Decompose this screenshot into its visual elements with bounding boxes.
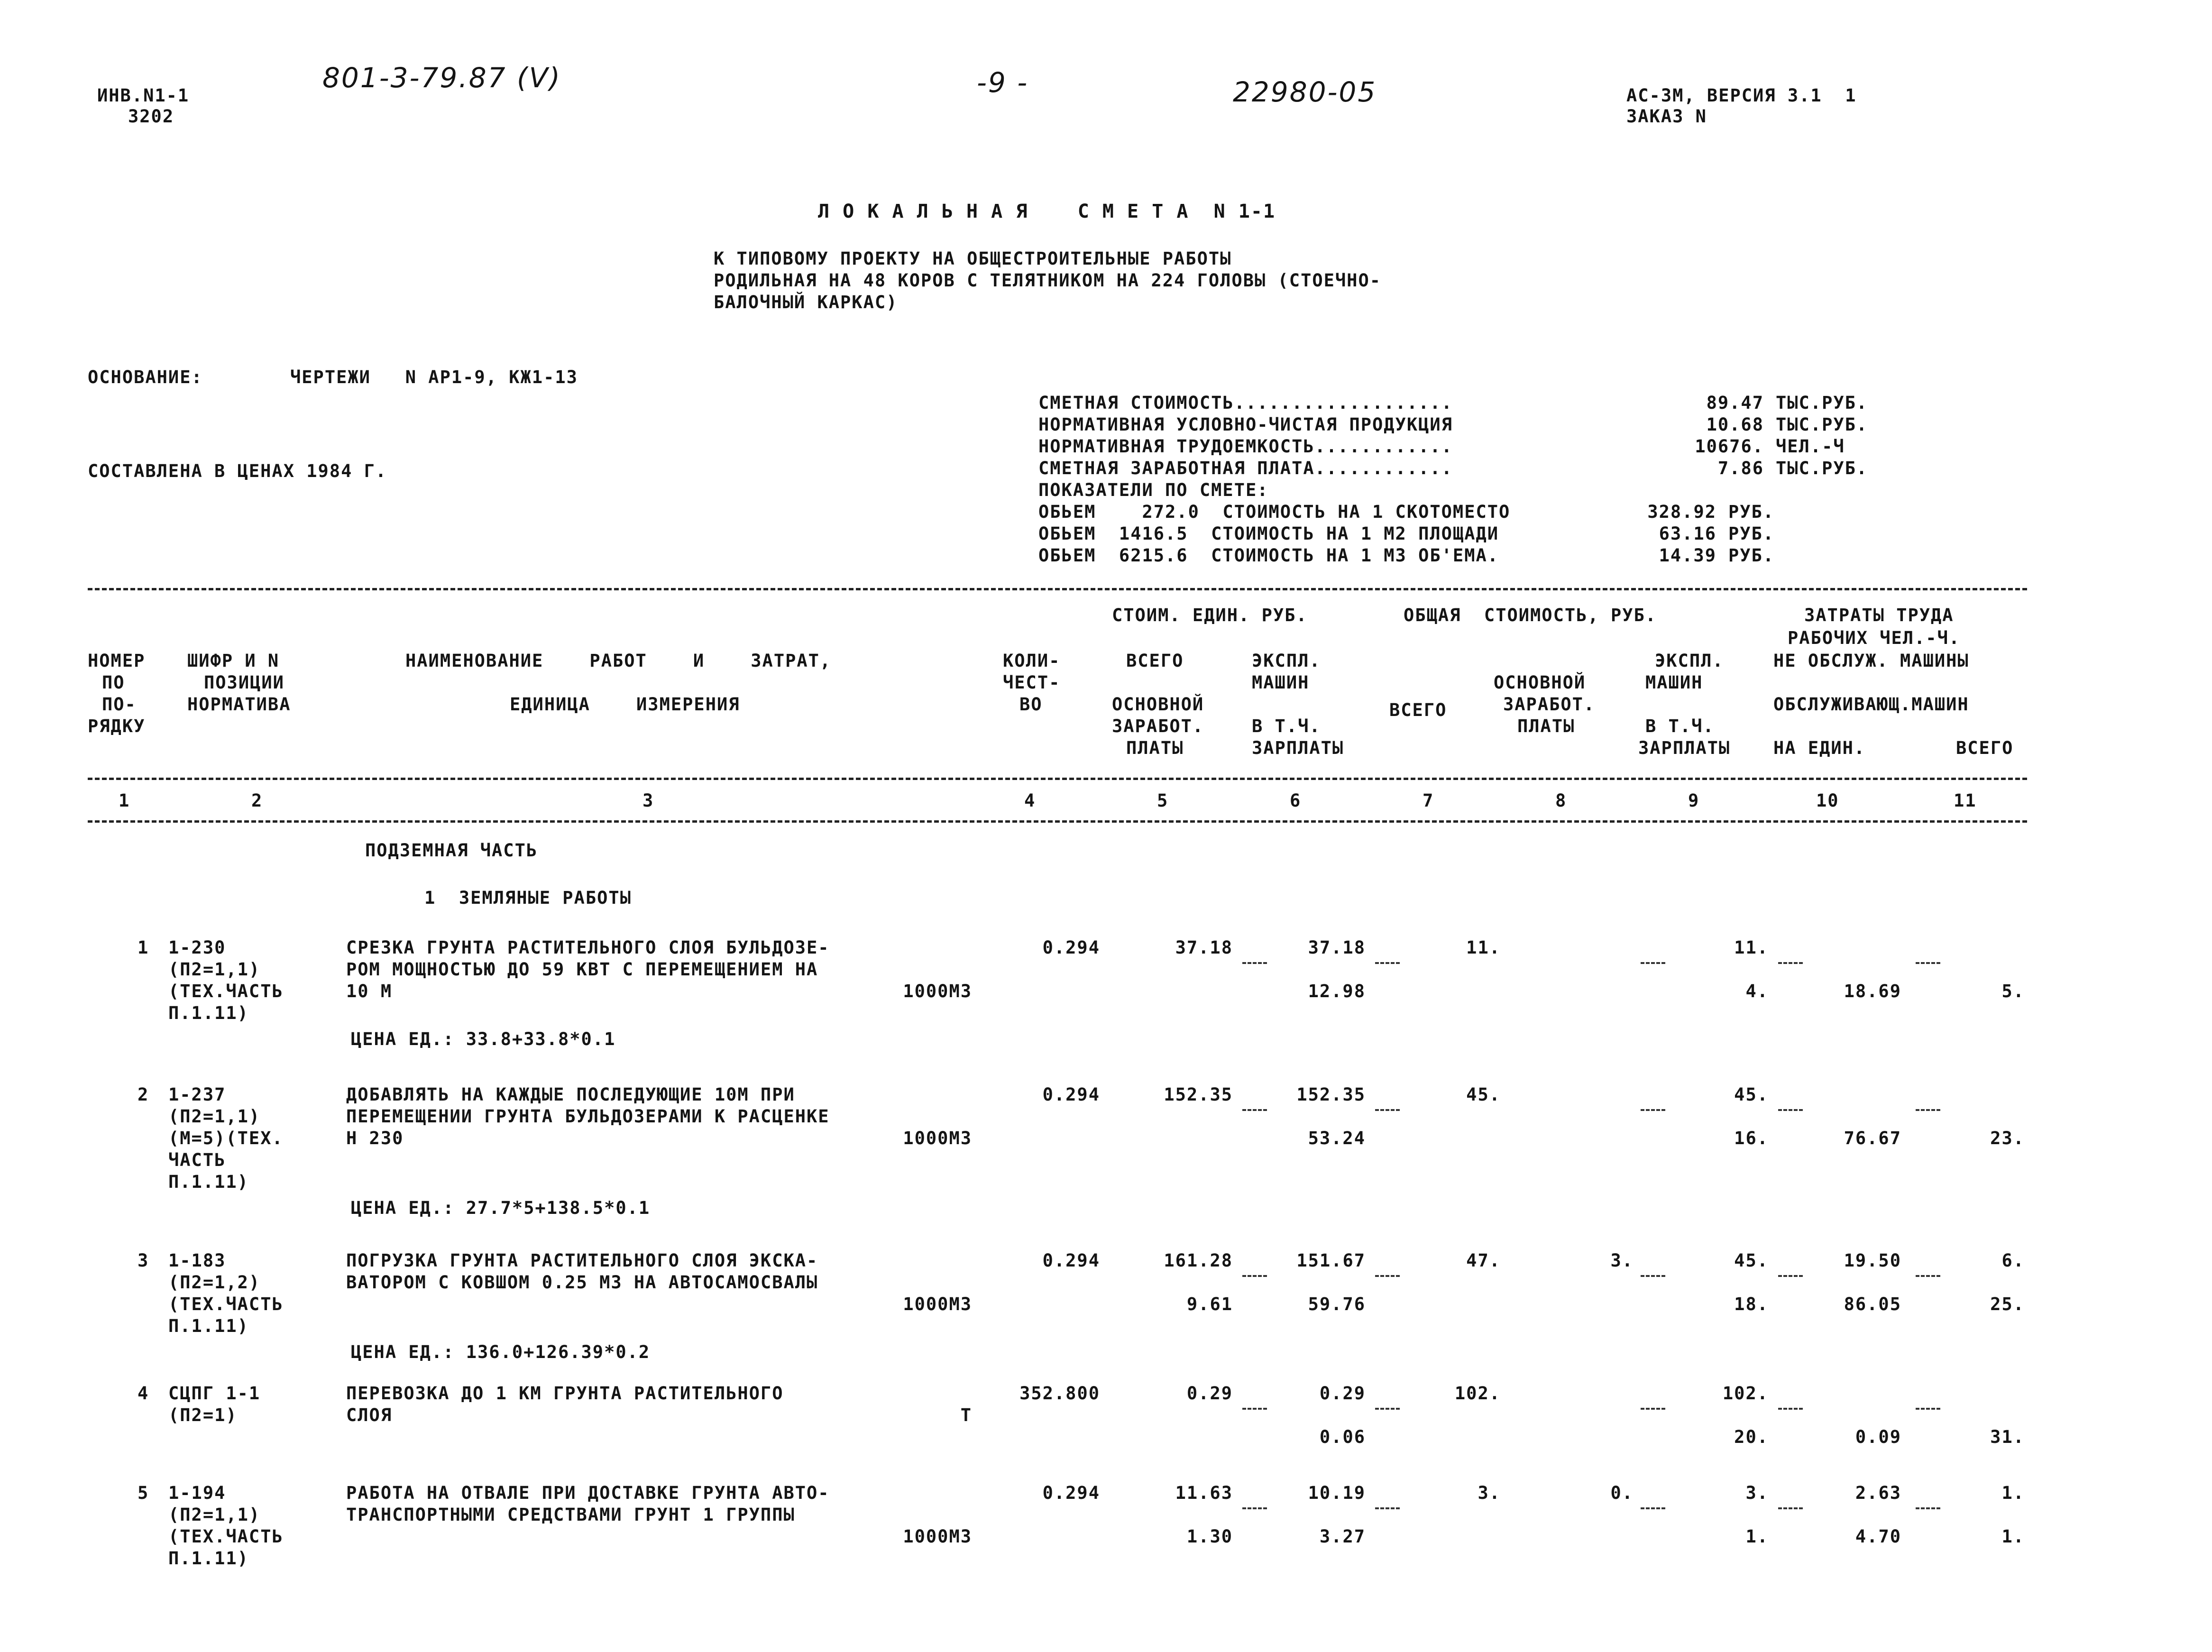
total-machine-wages: 20.	[1734, 1427, 1769, 1447]
col4-header: КОЛИ-	[1003, 651, 1061, 671]
col6-header: ЗАРПЛАТЫ	[1252, 738, 1344, 758]
unit-of-measure: 1000М3	[903, 1294, 972, 1314]
col9-header: ЭКСПЛ.	[1655, 651, 1724, 671]
total-cost: 47.	[1466, 1250, 1501, 1271]
cell-separator	[1641, 962, 1665, 964]
estimate-subtitle-3: БАЛОЧНЫЙ КАРКАС)	[714, 292, 898, 312]
labor-total: 6.	[2001, 1250, 2025, 1271]
column-number: 6	[1290, 790, 1302, 811]
norm-code: (М=5)(ТЕХ.	[168, 1128, 284, 1148]
row-number: 2	[138, 1084, 149, 1105]
indicator-label: ОБЬЕМ 272.0 СТОИМОСТЬ НА 1 СКОТОМЕСТО	[1038, 502, 1511, 522]
col8-header: ЗАРАБОТ.	[1503, 694, 1596, 715]
price-level: СОСТАВЛЕНА В ЦЕНАХ 1984 Г.	[88, 461, 387, 481]
unit-of-measure: 1000М3	[903, 1128, 972, 1148]
cell-separator	[1375, 1408, 1400, 1410]
total-machine-wages: 18.	[1734, 1294, 1769, 1314]
cell-separator	[1375, 962, 1400, 964]
labor-header-b: ОБСЛУЖИВАЮЩ.МАШИН	[1773, 694, 1969, 715]
summary-unit: ЧЕЛ.-Ч	[1776, 436, 1845, 457]
work-name: ПЕРЕВОЗКА ДО 1 КМ ГРУНТА РАСТИТЕЛЬНОГО	[346, 1383, 784, 1404]
cell-separator	[1778, 1275, 1803, 1277]
norm-code: 1-183	[168, 1250, 226, 1271]
col9-header: В Т.Ч.	[1645, 716, 1715, 736]
summary-value: 10676.	[1695, 436, 1764, 457]
col9-header: ЗАРПЛАТЫ	[1638, 738, 1731, 758]
column-number: 3	[642, 790, 654, 811]
estimate-subtitle-2: РОДИЛЬНАЯ НА 48 КОРОВ С ТЕЛЯТНИКОМ НА 224 ГОЛОВЫ (СТОЕЧНО-	[714, 270, 1382, 291]
total-cost-header: ОБЩАЯ СТОИМОСТЬ, РУБ.	[1404, 605, 1657, 625]
inventory-number: ИНВ.N1-1	[97, 85, 190, 106]
total-machines: 45.	[1734, 1250, 1769, 1271]
summary-unit: ТЫС.РУБ.	[1776, 458, 1868, 478]
cell-separator	[1641, 1507, 1665, 1509]
col1-header: ПО-	[102, 694, 137, 715]
cell-separator	[1242, 1408, 1267, 1410]
col10-header: НА ЕДИН.	[1773, 738, 1866, 758]
labor-per-unit: 19.50	[1844, 1250, 1901, 1271]
norm-code: (П2=1,1)	[168, 959, 261, 980]
cell-separator	[1641, 1408, 1665, 1410]
summary-value: 10.68	[1706, 414, 1764, 435]
summary-unit: ТЫС.РУБ.	[1776, 414, 1868, 435]
col2-header: ПОЗИЦИИ	[204, 672, 285, 693]
norm-code: (ТЕХ.ЧАСТЬ	[168, 1294, 284, 1314]
cell-separator	[1242, 962, 1267, 964]
unit-cost-total: 37.18	[1175, 937, 1233, 958]
labor-total-machine: 5.	[2001, 981, 2025, 1001]
unit-cost-machine-wages: 3.27	[1319, 1526, 1366, 1547]
labor-per-unit-machine: 4.70	[1855, 1526, 1901, 1547]
column-number: 9	[1688, 790, 1700, 811]
norm-code: 1-230	[168, 937, 226, 958]
cell-separator	[1778, 1408, 1803, 1410]
total-cost: 102.	[1454, 1383, 1501, 1404]
indicator-unit: РУБ.	[1728, 545, 1775, 566]
estimate-subtitle-1: К ТИПОВОМУ ПРОЕКТУ НА ОБЩЕСТРОИТЕЛЬНЫЕ РАБОТЫ	[714, 248, 1232, 269]
cell-separator	[1375, 1109, 1400, 1111]
column-number: 10	[1816, 790, 1839, 811]
norm-code: (П2=1)	[168, 1405, 238, 1425]
norm-code: П.1.11)	[168, 1003, 249, 1023]
total-wages: 0.	[1610, 1483, 1634, 1503]
unit-of-measure: 1000М3	[903, 981, 972, 1001]
quantity: 352.800	[1019, 1383, 1100, 1404]
summary-unit: ТЫС.РУБ.	[1776, 393, 1868, 413]
labor-per-unit-machine: 18.69	[1844, 981, 1901, 1001]
labor-total: 1.	[2001, 1483, 2025, 1503]
column-number: 4	[1024, 790, 1036, 811]
subsection-heading: 1 ЗЕМЛЯНЫЕ РАБОТЫ	[424, 888, 632, 908]
cell-separator	[1916, 1507, 1940, 1509]
col5-header: ОСНОВНОЙ	[1112, 694, 1204, 715]
norm-code: П.1.11)	[168, 1172, 249, 1192]
col1-header: РЯДКУ	[88, 716, 146, 736]
cell-separator	[1778, 1507, 1803, 1509]
program-version: АС-3М, ВЕРСИЯ 3.1 1	[1626, 85, 1857, 106]
indicators-title: ПОКАЗАТЕЛИ ПО СМЕТЕ:	[1038, 480, 1269, 500]
cell-separator	[1375, 1507, 1400, 1509]
summary-value: 89.47	[1706, 393, 1764, 413]
col1-header: НОМЕР	[88, 651, 146, 671]
unit-cost-total: 161.28	[1164, 1250, 1233, 1271]
norm-code: ЧАСТЬ	[168, 1150, 226, 1170]
labor-per-unit-machine: 86.05	[1844, 1294, 1901, 1314]
cell-separator	[1242, 1507, 1267, 1509]
order-number: ЗАКАЗ N	[1626, 106, 1707, 127]
col8-header: ОСНОВНОЙ	[1494, 672, 1586, 693]
project-code: 801-3-79.87 (V)	[322, 62, 561, 94]
inventory-code: 3202	[128, 106, 174, 127]
col3-header-unit: ЕДИНИЦА ИЗМЕРЕНИЯ	[510, 694, 740, 715]
row-number: 1	[138, 937, 149, 958]
unit-cost-machine-wages: 53.24	[1308, 1128, 1366, 1148]
col5-header: ВСЕГО	[1126, 651, 1184, 671]
work-name: 10 М	[346, 981, 393, 1001]
work-name: СРЕЗКА ГРУНТА РАСТИТЕЛЬНОГО СЛОЯ БУЛЬДОЗЕ-	[346, 937, 830, 958]
work-name: СЛОЯ	[346, 1405, 393, 1425]
total-machines: 102.	[1722, 1383, 1769, 1404]
work-name: ПОГРУЗКА ГРУНТА РАСТИТЕЛЬНОГО СЛОЯ ЭКСКА-	[346, 1250, 818, 1271]
col2-header: НОРМАТИВА	[187, 694, 291, 715]
unit-cost-machine-wages: 0.06	[1319, 1427, 1366, 1447]
indicator-value: 328.92	[1647, 502, 1716, 522]
quantity: 0.294	[1042, 1483, 1100, 1503]
unit-cost-machines: 10.19	[1308, 1483, 1366, 1503]
col6-header: В Т.Ч.	[1252, 716, 1321, 736]
numbers-rule	[88, 820, 2027, 823]
norm-code: П.1.11)	[168, 1548, 249, 1569]
total-machine-wages: 1.	[1745, 1526, 1769, 1547]
cell-separator	[1778, 1109, 1803, 1111]
norm-code: (ТЕХ.ЧАСТЬ	[168, 1526, 284, 1547]
summary-label: СМЕТНАЯ ЗАРАБОТНАЯ ПЛАТА............	[1038, 458, 1453, 478]
header-rule	[88, 778, 2027, 780]
estimate-title: Л О К А Л Ь Н А Я С М Е Т А N 1-1	[818, 201, 1276, 222]
col3-header: НАИМЕНОВАНИЕ РАБОТ И ЗАТРАТ,	[405, 651, 832, 671]
indicator-value: 63.16	[1659, 523, 1716, 544]
labor-per-unit: 2.63	[1855, 1483, 1901, 1503]
column-number: 5	[1157, 790, 1169, 811]
quantity: 0.294	[1042, 1084, 1100, 1105]
quantity: 0.294	[1042, 937, 1100, 958]
cell-separator	[1641, 1275, 1665, 1277]
unit-cost-header: СТОИМ. ЕДИН. РУБ.	[1112, 605, 1308, 625]
cell-separator	[1375, 1275, 1400, 1277]
col2-header: ШИФР И N	[187, 651, 280, 671]
unit-cost-wages: 9.61	[1186, 1294, 1233, 1314]
work-name: ТРАНСПОРТНЫМИ СРЕДСТВАМИ ГРУНТ 1 ГРУППЫ	[346, 1505, 795, 1525]
total-cost: 45.	[1466, 1084, 1501, 1105]
unit-of-measure: 1000М3	[903, 1526, 972, 1547]
column-number: 8	[1555, 790, 1567, 811]
column-number: 11	[1954, 790, 1977, 811]
unit-cost-wages: 1.30	[1186, 1526, 1233, 1547]
row-number: 5	[138, 1483, 149, 1503]
norm-code: (ТЕХ.ЧАСТЬ	[168, 981, 284, 1001]
summary-value: 7.86	[1717, 458, 1764, 478]
total-machines: 45.	[1734, 1084, 1769, 1105]
total-machines: 3.	[1745, 1483, 1769, 1503]
work-name: ПЕРЕМЕЩЕНИИ ГРУНТА БУЛЬДОЗЕРАМИ К РАСЦЕНКЕ	[346, 1106, 830, 1127]
col5-header: ПЛАТЫ	[1126, 738, 1184, 758]
labor-header-a: НЕ ОБСЛУЖ. МАШИНЫ	[1773, 651, 1969, 671]
unit-cost-total: 11.63	[1175, 1483, 1233, 1503]
table-top-rule	[88, 588, 2027, 590]
norm-code: (П2=1,1)	[168, 1505, 261, 1525]
unit-cost-machines: 152.35	[1296, 1084, 1366, 1105]
norm-code: 1-194	[168, 1483, 226, 1503]
unit-of-measure: Т	[960, 1405, 972, 1425]
basis-label: ОСНОВАНИЕ:	[88, 367, 203, 387]
col4-header: ВО	[1019, 694, 1043, 715]
unit-cost-total: 0.29	[1186, 1383, 1233, 1404]
labor-total-machine: 31.	[1990, 1427, 2025, 1447]
norm-code: СЦПГ 1-1	[168, 1383, 261, 1404]
column-number: 1	[119, 790, 130, 811]
col4-header: ЧЕСТ-	[1003, 672, 1061, 693]
unit-cost-machine-wages: 59.76	[1308, 1294, 1366, 1314]
row-number: 4	[138, 1383, 149, 1404]
cell-separator	[1916, 1275, 1940, 1277]
indicator-label: ОБЬЕМ 1416.5 СТОИМОСТЬ НА 1 М2 ПЛОЩАДИ	[1038, 523, 1499, 544]
labor-per-unit-machine: 0.09	[1855, 1427, 1901, 1447]
unit-cost-machine-wages: 12.98	[1308, 981, 1366, 1001]
unit-price-formula: ЦЕНА ЕД.: 33.8+33.8*0.1	[351, 1029, 616, 1050]
quantity: 0.294	[1042, 1250, 1100, 1271]
summary-label: СМЕТНАЯ СТОИМОСТЬ...................	[1038, 393, 1453, 413]
cell-separator	[1641, 1109, 1665, 1111]
column-number: 2	[251, 790, 263, 811]
col8-header: ПЛАТЫ	[1517, 716, 1575, 736]
total-cost: 11.	[1466, 937, 1501, 958]
basis-value: ЧЕРТЕЖИ N АР1-9, КЖ1-13	[290, 367, 578, 387]
document-number: 22980-05	[1233, 76, 1377, 108]
indicator-unit: РУБ.	[1728, 502, 1775, 522]
norm-code: (П2=1,2)	[168, 1272, 261, 1293]
indicator-value: 14.39	[1659, 545, 1716, 566]
labor-header: ЗАТРАТЫ ТРУДА	[1804, 605, 1954, 625]
labor-header: РАБОЧИХ ЧЕЛ.-Ч.	[1788, 628, 1961, 648]
total-cost: 3.	[1478, 1483, 1501, 1503]
total-machine-wages: 16.	[1734, 1128, 1769, 1148]
cell-separator	[1242, 1109, 1267, 1111]
labor-total-machine: 1.	[2001, 1526, 2025, 1547]
col1-header: ПО	[102, 672, 125, 693]
unit-cost-machines: 0.29	[1319, 1383, 1366, 1404]
page-marker: -9 -	[977, 66, 1029, 99]
cell-separator	[1242, 1275, 1267, 1277]
col9-header: МАШИН	[1645, 672, 1703, 693]
indicator-unit: РУБ.	[1728, 523, 1775, 544]
col6-header: МАШИН	[1252, 672, 1310, 693]
total-machine-wages: 4.	[1745, 981, 1769, 1001]
indicator-label: ОБЬЕМ 6215.6 СТОИМОСТЬ НА 1 М3 ОБ'ЕМА.	[1038, 545, 1499, 566]
norm-code: П.1.11)	[168, 1316, 249, 1336]
summary-label: НОРМАТИВНАЯ ТРУДОЕМКОСТЬ............	[1038, 436, 1453, 457]
norm-code: (П2=1,1)	[168, 1106, 261, 1127]
col11-header: ВСЕГО	[1956, 738, 2014, 758]
norm-code: 1-237	[168, 1084, 226, 1105]
total-wages: 3.	[1610, 1250, 1634, 1271]
unit-cost-machines: 37.18	[1308, 937, 1366, 958]
cell-separator	[1916, 1109, 1940, 1111]
unit-price-formula: ЦЕНА ЕД.: 27.7*5+138.5*0.1	[351, 1198, 651, 1219]
row-number: 3	[138, 1250, 149, 1271]
unit-price-formula: ЦЕНА ЕД.: 136.0+126.39*0.2	[351, 1342, 651, 1363]
work-name: РАБОТА НА ОТВАЛЕ ПРИ ДОСТАВКЕ ГРУНТА АВТО-	[346, 1483, 830, 1503]
column-number: 7	[1423, 790, 1434, 811]
work-name: ДОБАВЛЯТЬ НА КАЖДЫЕ ПОСЛЕДУЮЩИЕ 10М ПРИ	[346, 1084, 795, 1105]
section-heading: ПОДЗЕМНАЯ ЧАСТЬ	[365, 840, 538, 861]
cell-separator	[1916, 962, 1940, 964]
cell-separator	[1778, 962, 1803, 964]
labor-per-unit-machine: 76.67	[1844, 1128, 1901, 1148]
work-name: Н 230	[346, 1128, 404, 1148]
cell-separator	[1916, 1408, 1940, 1410]
unit-cost-total: 152.35	[1164, 1084, 1233, 1105]
col6-header: ЭКСПЛ.	[1252, 651, 1321, 671]
labor-total-machine: 25.	[1990, 1294, 2025, 1314]
col5-header: ЗАРАБОТ.	[1112, 716, 1204, 736]
total-machines: 11.	[1734, 937, 1769, 958]
summary-label: НОРМАТИВНАЯ УСЛОВНО-ЧИСТАЯ ПРОДУКЦИЯ	[1038, 414, 1453, 435]
work-name: ВАТОРОМ С КОВШОМ 0.25 М3 НА АВТОСАМОСВАЛЫ	[346, 1272, 818, 1293]
labor-total-machine: 23.	[1990, 1128, 2025, 1148]
unit-cost-machines: 151.67	[1296, 1250, 1366, 1271]
col7-header: ВСЕГО	[1389, 700, 1447, 720]
work-name: РОМ МОЩНОСТЬЮ ДО 59 КВТ С ПЕРЕМЕЩЕНИЕМ НА	[346, 959, 818, 980]
